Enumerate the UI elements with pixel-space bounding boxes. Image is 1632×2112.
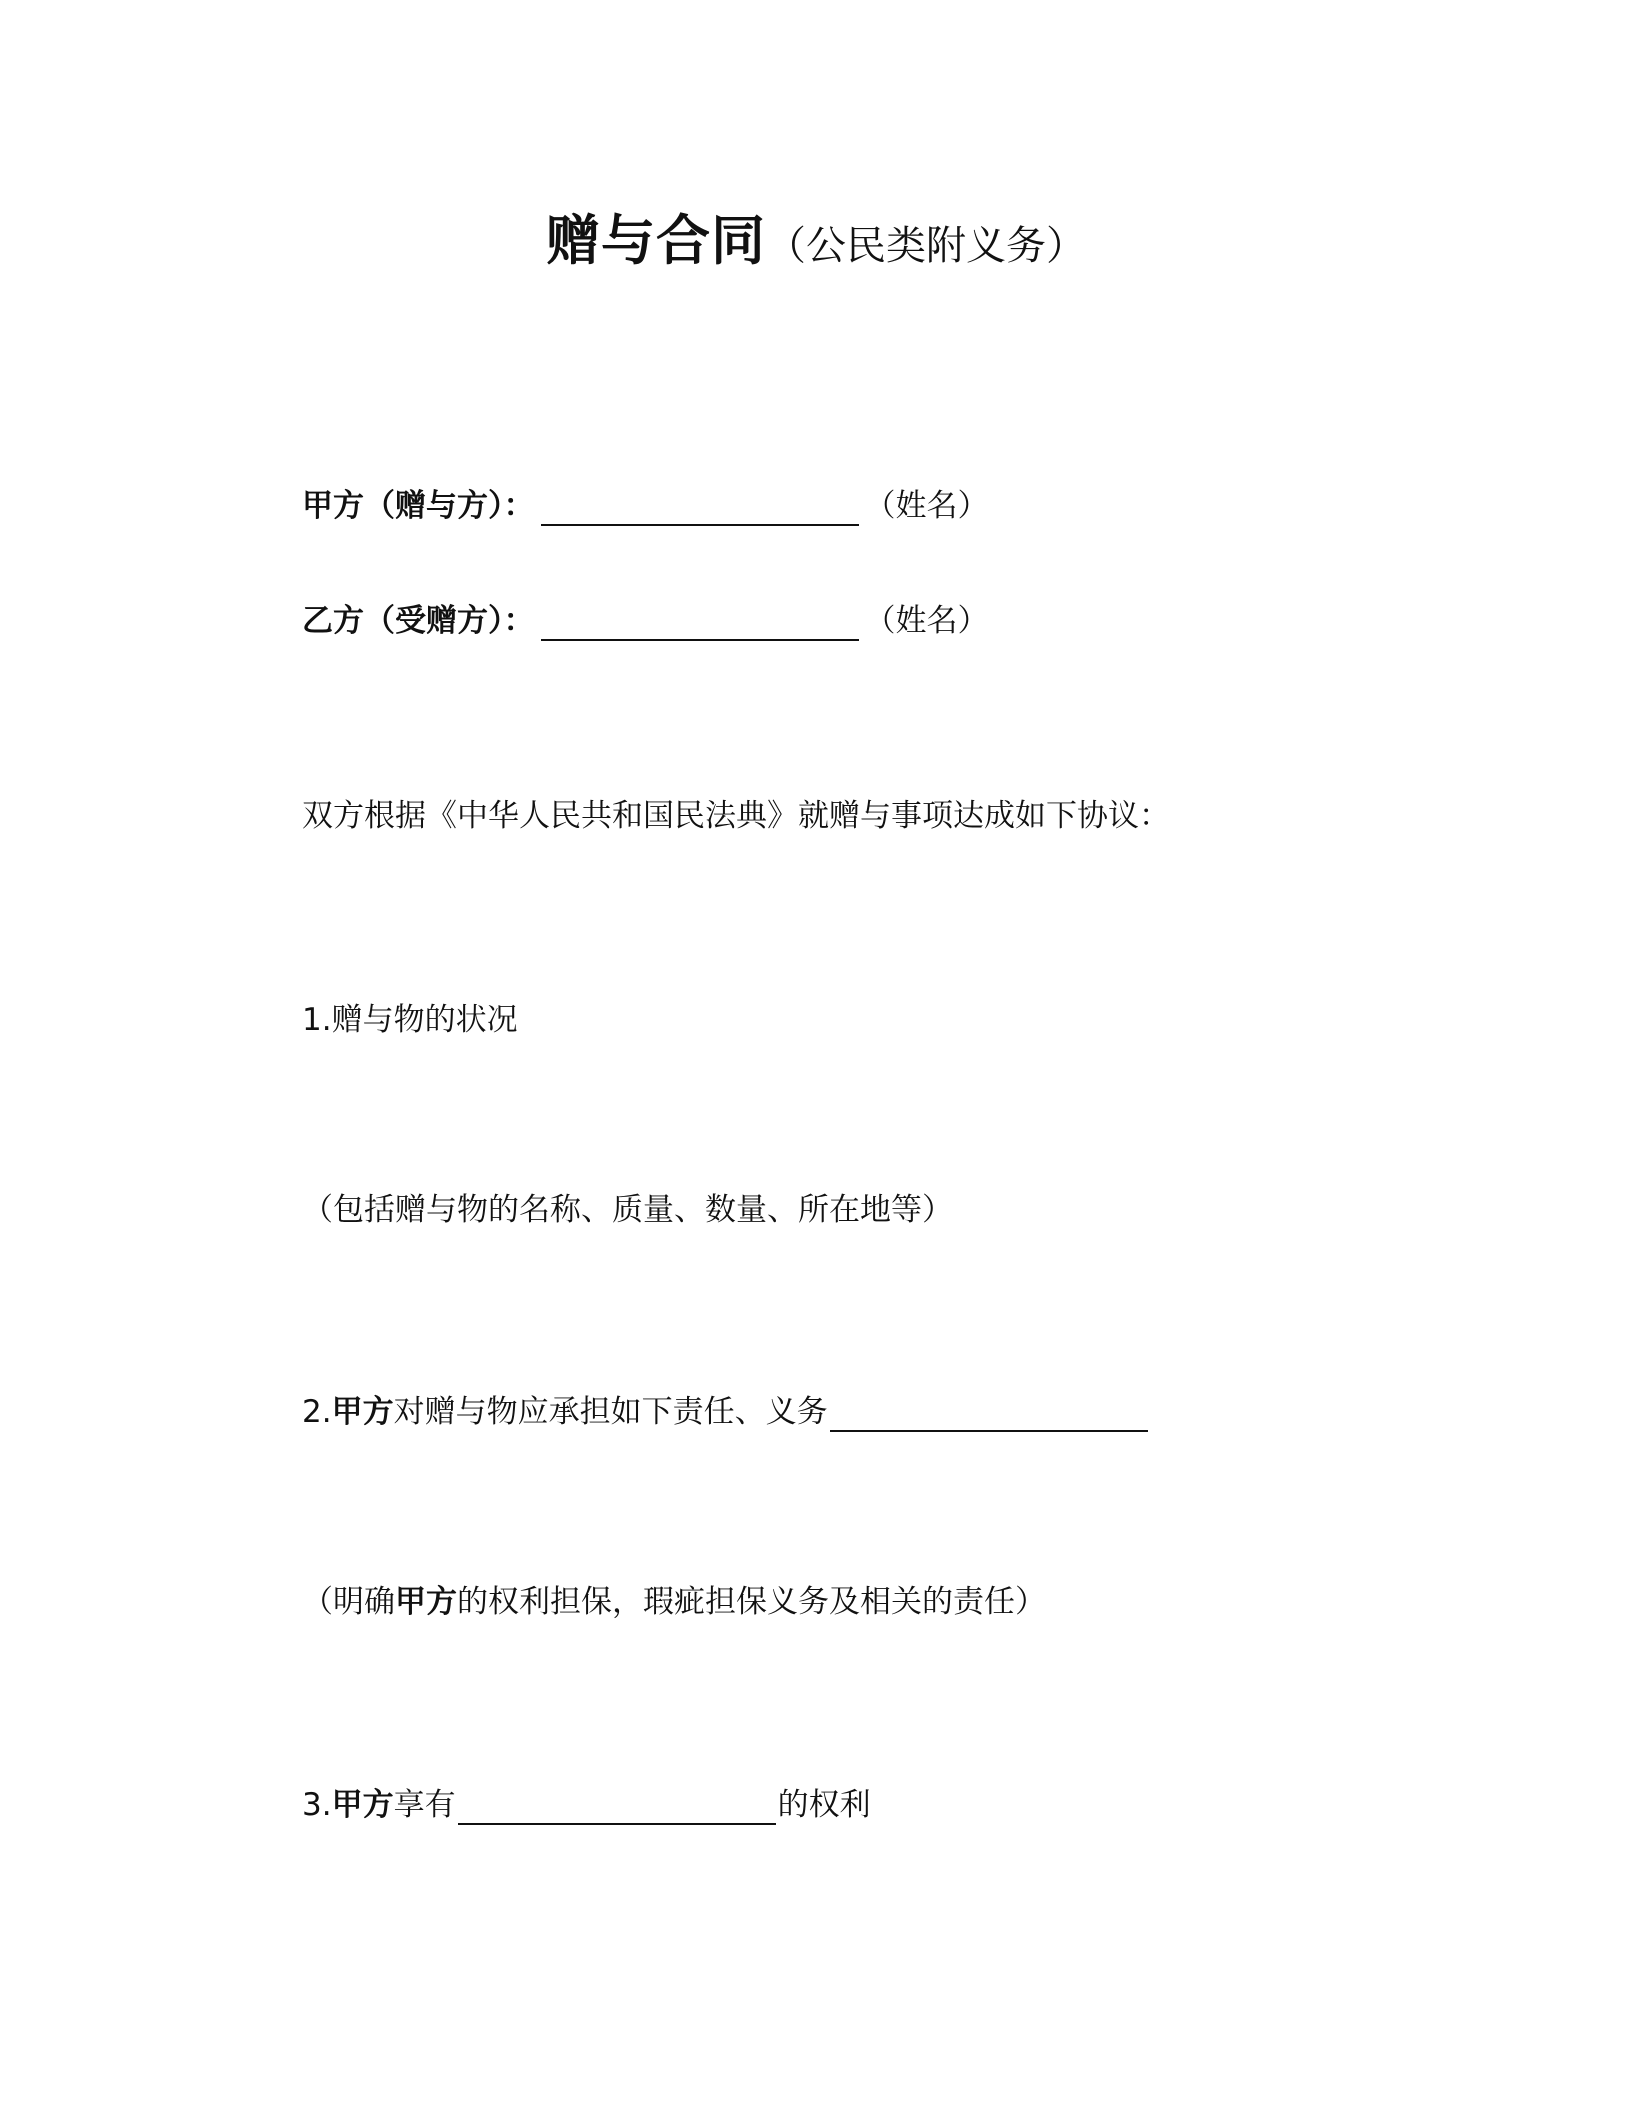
party-a-line: [302, 486, 989, 526]
clause-2-party: 甲方: [331, 1394, 394, 1430]
clause-2-prefix: 2.: [302, 1394, 332, 1430]
clause-3-suffix: 的权利: [777, 1787, 871, 1823]
document-title: [0, 198, 1632, 275]
clause-3-blank-field[interactable]: [458, 1787, 776, 1825]
clause-1-note: [302, 1190, 953, 1230]
intro-text: 双方根据《中华人民共和国民法典》就赠与事项达成如下协议：: [302, 798, 1170, 834]
clause-1-note-text: （包括赠与物的名称、质量、数量、所在地等）: [302, 1192, 953, 1228]
intro-line: [302, 796, 1170, 836]
party-a-name-field[interactable]: [541, 488, 859, 526]
clause-2-text: 对赠与物应承担如下责任、义务: [393, 1394, 828, 1430]
clause-1-heading-text: 1.赠与物的状况: [302, 1002, 518, 1038]
clause-3-party: 甲方: [331, 1787, 394, 1823]
party-a-suffix: （姓名）: [864, 488, 989, 524]
clause-2-note: [302, 1582, 1046, 1622]
party-b-suffix: （姓名）: [864, 603, 989, 639]
clause-2-blank-field[interactable]: [830, 1394, 1148, 1432]
party-a-label: 甲方（赠与方）：: [302, 488, 535, 524]
clause-1-heading: [302, 1000, 518, 1040]
party-b-line: [302, 601, 989, 641]
clause-2-note-rest: 的权利担保，瑕疵担保义务及相关的责任）: [457, 1584, 1046, 1620]
clause-3-line: [302, 1785, 871, 1825]
title-subtitle: （公民类附义务）: [766, 223, 1086, 269]
clause-3-text: 享有: [393, 1787, 456, 1823]
clause-2-note-open: （明确: [302, 1584, 395, 1620]
clause-2-line: [302, 1392, 1150, 1432]
clause-2-note-party: 甲方: [395, 1584, 457, 1620]
title-main: 赠与合同: [546, 209, 766, 272]
party-b-label: 乙方（受赠方）：: [302, 603, 535, 639]
clause-3-prefix: 3.: [302, 1787, 332, 1823]
party-b-name-field[interactable]: [541, 603, 859, 641]
